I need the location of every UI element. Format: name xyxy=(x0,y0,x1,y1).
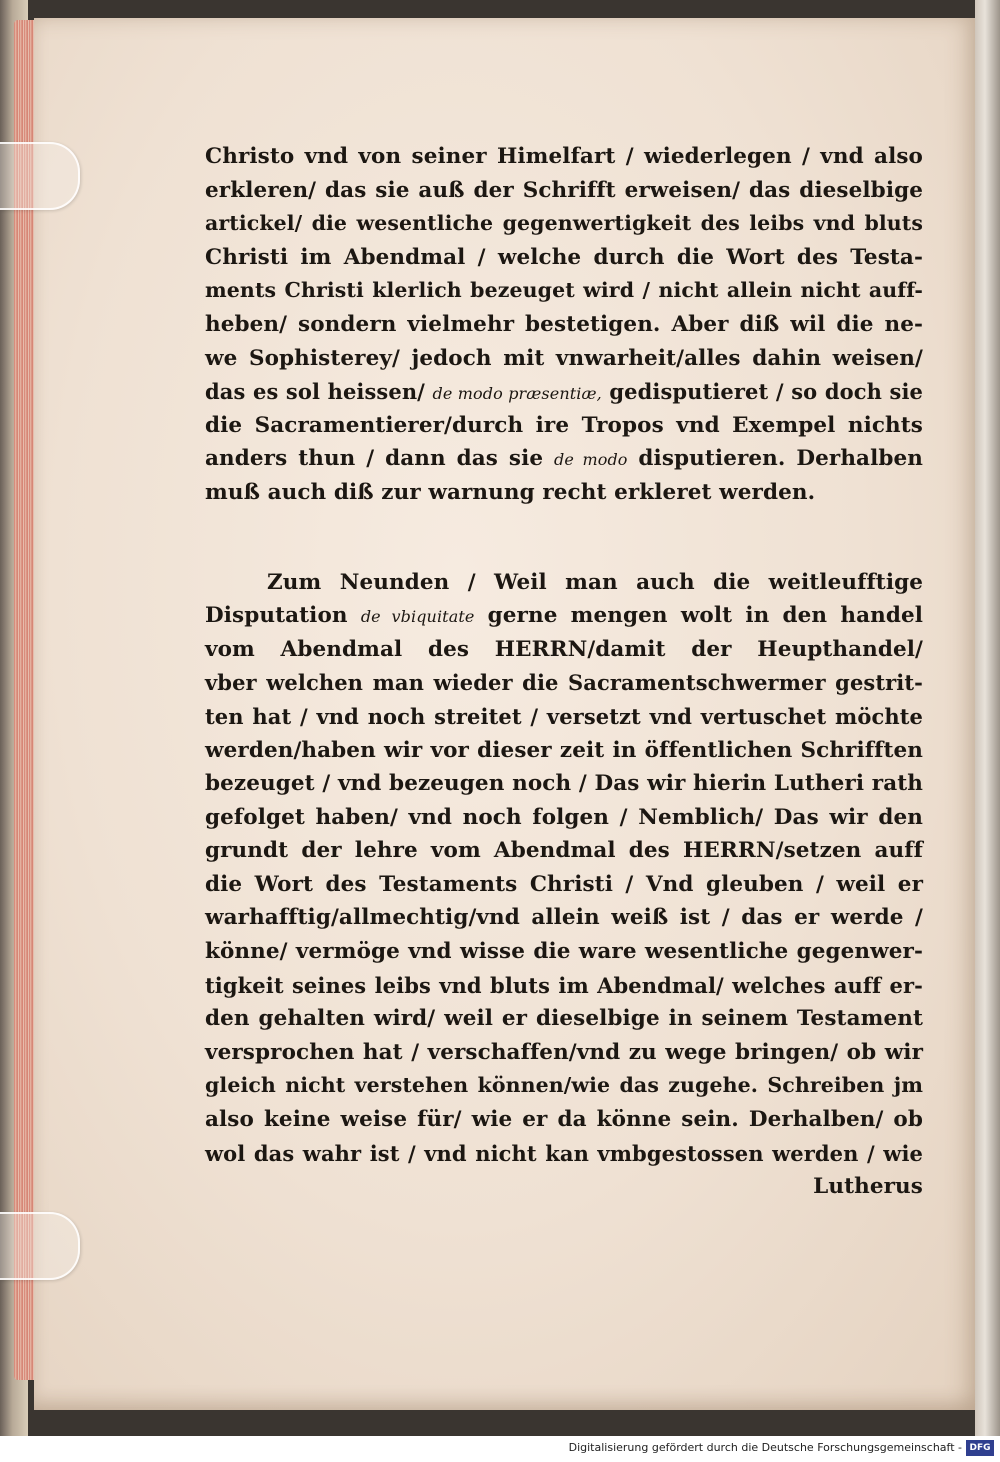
page-clip-bottom xyxy=(0,1212,80,1280)
latin-phrase: de modo xyxy=(554,450,628,470)
text-segment: anders thun / dann das sie xyxy=(205,446,544,472)
dfg-logo: DFG xyxy=(966,1440,994,1456)
binding-right-strip xyxy=(975,0,1000,1436)
text-segment: Disputation xyxy=(205,603,348,629)
text-line: die Sacramentierer/durch ire Tropos vnd Exempel nichts xyxy=(205,412,923,438)
latin-phrase: de modo præsentiæ, xyxy=(432,384,602,404)
text-line: erkleren/ das sie auß der Schrifft erweisen/ das dieselbige xyxy=(205,177,923,203)
text-segment: gerne mengen wolt in den handel xyxy=(487,603,924,629)
text-line: ten hat / vnd noch streitet / versetzt vnd vertuschet möchte xyxy=(205,703,923,729)
funding-credit: Digitalisierung gefördert durch die Deutsche Forschungsgemeinschaft - xyxy=(568,1441,962,1454)
text-line: Christi im Abendmal / welche durch die Wort des Testa- xyxy=(205,244,923,270)
text-line: könne/ vermöge vnd wisse die ware wesentliche gegenwer- xyxy=(205,939,923,965)
paragraph-gap xyxy=(205,510,923,566)
latin-phrase: de vbiquitate xyxy=(360,607,475,627)
text-line: versprochen hat / verschaffen/vnd zu wege bringen/ ob wir xyxy=(205,1039,923,1065)
text-line xyxy=(205,599,923,633)
text-line: grundt der lehre vom Abendmal des HERRN/setzen auff xyxy=(205,838,923,864)
text-line: heben/ sondern vielmehr bestetigen. Aber diß wil die ne- xyxy=(205,311,923,337)
text-line: den gehalten wird/ weil er dieselbige in seinem Testament xyxy=(205,1006,923,1032)
page-clip-top xyxy=(0,142,80,210)
text-line: wol das wahr ist / vnd nicht kan vmbgestossen werden / wie xyxy=(205,1140,923,1166)
text-line: Christo vnd von seiner Himelfart / wiederlegen / vnd also xyxy=(205,144,923,169)
text-line: Zum Neunden / Weil man auch die weitleufftige xyxy=(267,569,923,595)
text-line: gefolget haben/ vnd noch folgen / Nemblich/ Das wir den xyxy=(205,804,923,830)
text-line: werden/haben wir vor dieser zeit in öffentlichen Schrifften xyxy=(205,737,923,763)
footer-bar xyxy=(0,1436,1000,1462)
text-line: warhafftig/allmechtig/vnd allein weiß ist / das er werde / xyxy=(205,905,923,931)
page-edges xyxy=(14,20,36,1380)
text-line: we Sophisterey/ jedoch mit vnwarheit/alles dahin weisen/ xyxy=(205,345,923,371)
text-segment: gedisputieret / so doch sie xyxy=(609,379,923,405)
text-line: ments Christi klerlich bezeuget wird / nicht allein nicht auff- xyxy=(205,278,923,303)
text-line xyxy=(205,442,923,476)
page-text xyxy=(205,140,923,1204)
text-line: artickel/ die wesentliche gegenwertigkeit des leibs vnd bluts xyxy=(205,211,923,236)
text-line: also keine weise für/ wie er da könne sein. Derhalben/ ob xyxy=(205,1107,923,1133)
text-line: muß auch diß zur warnung recht erkleret werden. xyxy=(205,479,816,505)
text-line xyxy=(205,375,923,409)
text-line: vber welchen man wieder die Sacramentschwermer gestrit- xyxy=(205,670,923,696)
text-segment: das es sol heissen/ xyxy=(205,379,425,405)
catchword: Lutherus xyxy=(813,1174,923,1200)
text-line: tigkeit seines leibs vnd bluts im Abendmal/ welches auff er- xyxy=(205,972,923,998)
text-segment: disputieren. Derhalben xyxy=(638,446,923,472)
text-line: gleich nicht verstehen können/wie das zugehe. Schreiben jm xyxy=(205,1073,923,1098)
text-line: die Wort des Testaments Christi / Vnd gleuben / weil er xyxy=(205,871,923,897)
text-line: bezeuget / vnd bezeugen noch / Das wir hierin Lutheri rath xyxy=(205,771,923,797)
text-line: vom Abendmal des HERRN/damit der Heupthandel/ xyxy=(205,636,923,662)
